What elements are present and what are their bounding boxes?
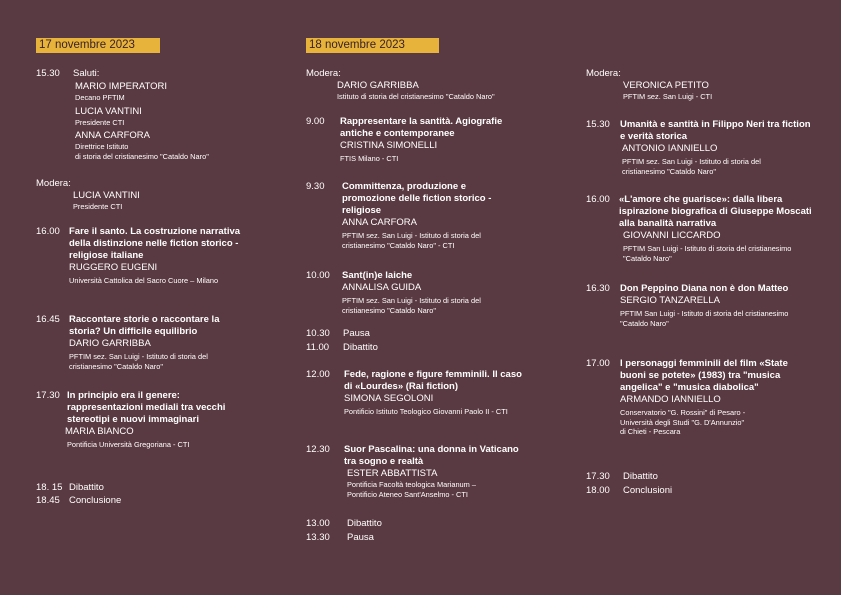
break-section: [306, 328, 506, 354]
greet-role: Direttrice Istituto di storia del cristianesimo "Cataldo Naro": [75, 142, 209, 161]
talk-time: 10.00: [306, 270, 330, 281]
moderator-name: DARIO GARRIBBA: [337, 80, 419, 91]
closing-label: Conclusioni: [623, 485, 673, 496]
talk-affiliation: PFTIM San Luigi - Istituto di storia del cristianesimo "Cataldo Naro": [623, 244, 792, 263]
closing-label: Dibattito: [69, 482, 104, 493]
moderator-role: PFTIM sez. San Luigi - CTI: [623, 92, 713, 101]
talk-title: I personaggi femminili del film «State buoni se potete» (1983) tra "musica angelica" e "musica diabolica": [620, 358, 788, 393]
break-time: 13.30: [306, 532, 330, 543]
talk-speaker: ANTONIO IANNIELLO: [622, 143, 718, 154]
talk-affiliation: Pontificia Università Gregoriana - CTI: [67, 440, 190, 449]
moderator-role: Presidente CTI: [73, 202, 123, 211]
talk-affiliation: Pontificio Istituto Teologico Giovanni Paolo II - CTI: [344, 407, 508, 416]
greet-name: MARIO IMPERATORI: [75, 81, 168, 92]
talk-title: Committenza, produzione e promozione delle fiction storico - religiose: [342, 181, 492, 216]
talk-title: Umanità e santità in Filippo Neri tra fiction e verità storica: [620, 119, 811, 142]
greet-label: Saluti:: [73, 68, 100, 79]
talk-speaker: RUGGERO EUGENI: [69, 262, 158, 273]
date-badge-day1: 17 novembre 2023: [36, 38, 160, 53]
talk-title: Raccontare storie o raccontare la storia? Un difficile equilibrio: [69, 314, 220, 337]
talk-affiliation: Pontificia Facoltà teologica Marianum – Pontificio Ateneo Sant'Anselmo - CTI: [347, 480, 476, 499]
talk-affiliation: PFTIM sez. San Luigi - Istituto di storia del cristianesimo "Cataldo Naro" - CTI: [342, 231, 481, 250]
talk-title: Sant(in)e laiche: [342, 270, 413, 281]
break-label: Dibattito: [347, 518, 382, 529]
talk-speaker: ESTER ABBATTISTA: [347, 468, 438, 479]
talk-title: Suor Pascalina: una donna in Vaticano tra sogno e realtà: [344, 444, 519, 467]
moderator-section: [306, 68, 536, 102]
closing-time: 18. 15: [36, 482, 63, 493]
talk-speaker: MARIA BIANCO: [65, 426, 134, 437]
break-label: Pausa: [343, 328, 370, 339]
closing-time: 18.00: [586, 485, 610, 496]
closing-label: Dibattito: [623, 471, 658, 482]
talk-time: 17.00: [586, 358, 610, 369]
talk-time: 12.00: [306, 369, 330, 380]
talk-speaker: ANNA CARFORA: [342, 217, 417, 228]
break-time: 11.00: [306, 342, 330, 353]
moderator-label: Modera:: [586, 68, 621, 79]
break-label: Dibattito: [343, 342, 378, 353]
greet-time: 15.30: [36, 68, 60, 79]
talk-time: 17.30: [36, 390, 60, 401]
talk-time: 16.00: [36, 226, 60, 237]
talk-affiliation: Università Cattolica del Sacro Cuore – Milano: [69, 276, 219, 285]
talk-title: Rappresentare la santità. Agiografie antiche e contemporanee: [340, 116, 503, 139]
closing-label: Conclusione: [69, 495, 122, 506]
moderator-name: LUCIA VANTINI: [73, 190, 140, 201]
talk-speaker: ANNALISA GUIDA: [342, 282, 422, 293]
moderator-label: Modera:: [36, 178, 71, 189]
talk-affiliation: FTIS Milano - CTI: [340, 154, 399, 163]
talk-time: 12.30: [306, 444, 330, 455]
greet-role: Decano PFTIM: [75, 93, 125, 102]
greet-role: Presidente CTI: [75, 117, 125, 127]
talk-time: 15.30: [586, 119, 610, 130]
talk-time: 9.30: [306, 181, 325, 192]
closing-section: [36, 482, 236, 507]
talk-time: 16.00: [586, 194, 610, 205]
break-label: Pausa: [347, 532, 374, 543]
talk-title: In principio era il genere: rappresentazioni mediali tra vecchi stereotipi e nuovi immaginari: [67, 390, 226, 425]
break-time: 13.00: [306, 518, 330, 529]
break-section: [306, 518, 506, 544]
talk-affiliation: PFTIM sez. San Luigi - Istituto di storia del cristianesimo "Cataldo Naro": [622, 157, 761, 176]
talk-affiliation: PFTIM sez. San Luigi - Istituto di storia del cristianesimo "Cataldo Naro": [69, 352, 208, 371]
talk-speaker: SIMONA SEGOLONI: [344, 393, 434, 404]
moderator-label: Modera:: [306, 68, 341, 79]
closing-time: 17.30: [586, 471, 610, 482]
break-time: 10.30: [306, 328, 330, 339]
talk-title: «L'amore che guarisce»: dalla libera ispirazione biografica di Giuseppe Moscati alla banalità narrativa: [619, 194, 812, 229]
closing-section: [586, 471, 786, 497]
talk-title: Don Peppino Diana non è don Matteo: [620, 283, 789, 294]
talk-time: 9.00: [306, 116, 325, 127]
greet-name: LUCIA VANTINI: [75, 105, 142, 117]
moderator-role: Istituto di storia del cristianesimo "Cataldo Naro": [337, 92, 495, 101]
talk-title: Fare il santo. La costruzione narrativa della distinzione nelle fiction storico - religiose italiane: [69, 226, 241, 261]
talk-time: 16.30: [586, 283, 610, 294]
talk-affiliation: PFTIM San Luigi - Istituto di storia del cristianesimo "Cataldo Naro": [620, 309, 789, 328]
moderator-section: [586, 68, 826, 102]
date-badge-day2: 18 novembre 2023: [306, 38, 439, 53]
talk-speaker: GIOVANNI LICCARDO: [623, 230, 721, 241]
talk-speaker: CRISTINA SIMONELLI: [340, 140, 438, 151]
talk-title: Fede, ragione e figure femminili. Il caso di «Lourdes» (Rai fiction): [344, 369, 522, 392]
talk-affiliation: PFTIM sez. San Luigi - Istituto di storia del cristianesimo "Cataldo Naro": [342, 296, 481, 315]
greet-name: ANNA CARFORA: [75, 130, 150, 141]
talk-speaker: ARMANDO IANNIELLO: [620, 394, 721, 405]
talk-speaker: DARIO GARRIBBA: [69, 338, 151, 349]
moderator-section: [36, 178, 276, 212]
talk-speaker: SERGIO TANZARELLA: [620, 295, 720, 306]
talk-time: 16.45: [36, 314, 60, 325]
closing-time: 18.45: [36, 495, 60, 506]
talk-affiliation: Conservatorio "G. Rossini" di Pesaro - Università degli Studi "G. D'Annunzio" di Chieti - Pescara: [620, 408, 746, 436]
moderator-name: VERONICA PETITO: [623, 80, 709, 91]
